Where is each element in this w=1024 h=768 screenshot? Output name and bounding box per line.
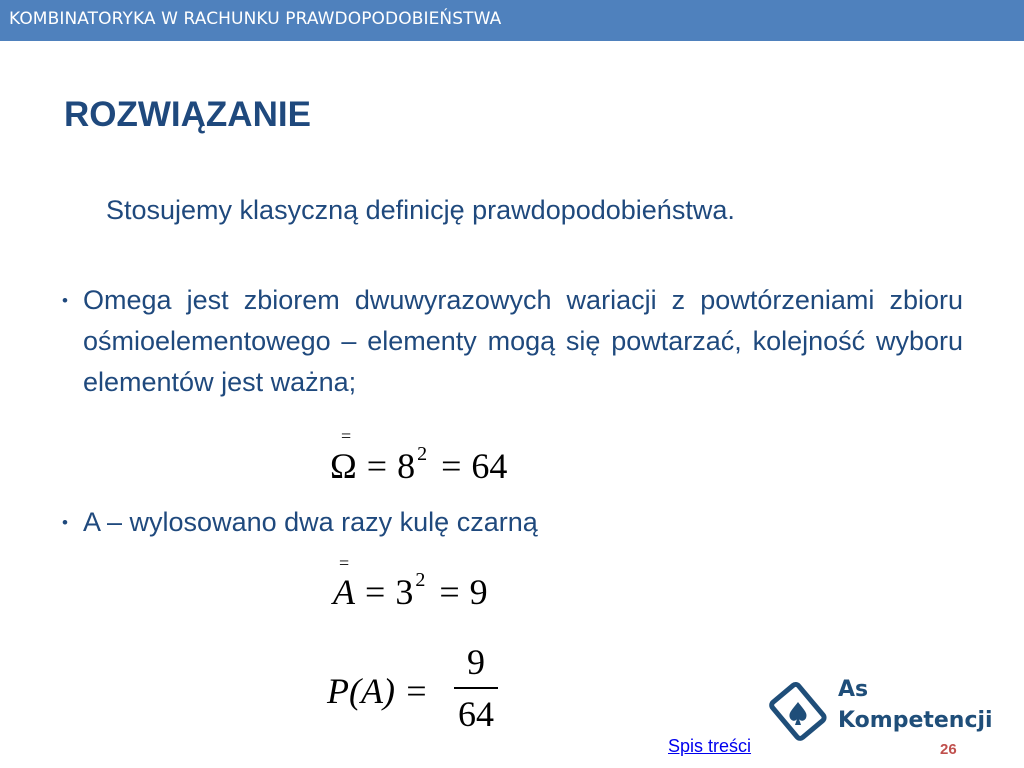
page-number: 26 [940,741,957,758]
formula-base: 3 [395,572,414,612]
intro-text: Stosujemy klasyczną definicję prawdopodobieństwa. [106,195,735,225]
probability-fraction [454,640,498,736]
slide-title: ROZWIĄZANIE [64,95,311,134]
fraction-line [454,687,498,689]
bullet-text: A – wylosowano dwa razy kulę czarną [83,507,538,537]
a-formula [333,571,488,613]
bullet-item-a [62,502,538,543]
header-bar [0,0,1024,41]
formula-result: 9 [469,572,488,612]
logo-text-as: As [838,677,869,702]
omega-formula [330,445,507,487]
equals-sign: = [439,572,460,612]
formula-result: 64 [471,446,508,486]
equals-sign: = [366,446,388,486]
a-symbol: A [333,572,355,612]
formula-exponent: 2 [415,569,426,591]
equals-sign: = [365,572,386,612]
fraction-denominator: 64 [458,694,494,734]
omega-symbol: Ω [330,446,357,486]
formula-base: 8 [397,446,416,486]
formula-exponent: 2 [417,443,428,465]
equals-sign: = [441,446,462,486]
bullet-marker: • [62,513,68,532]
as-kompetencji-logo [768,672,998,742]
bullet-item-omega [62,280,963,403]
bullet-text: Omega jest zbiorem dwuwyrazowych wariacji z powtórzeniami zbioru ośmioelementowego – elementy mogą się powtarzać, kolejność wyboru elementów jest ważna; [83,285,963,397]
bullet-marker: • [62,291,68,310]
table-of-contents-link[interactable]: Spis treści [668,736,752,756]
omega-overbar: = [341,426,352,446]
header-title: KOMBINATORYKA W RACHUNKU PRAWDOPODOBIEŃSTWA [9,9,502,29]
fraction-numerator: 9 [467,642,485,682]
logo-text-kompetencji: Kompetencji [838,708,993,733]
probability-lhs: P(A) = [327,671,429,711]
a-overbar: = [339,553,350,573]
card-spade-icon [768,672,830,742]
